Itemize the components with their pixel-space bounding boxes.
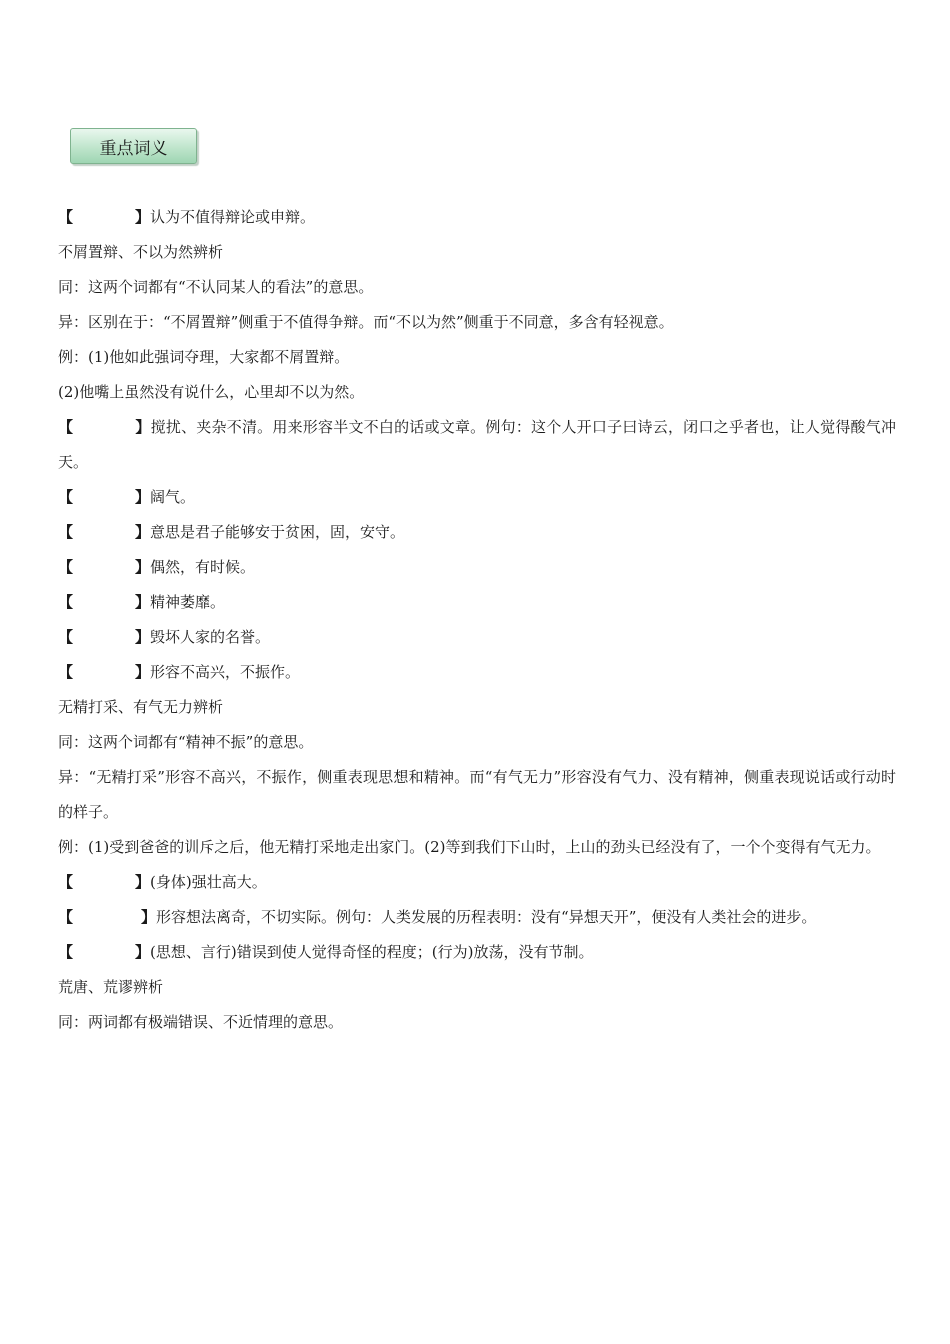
open-bracket: 【 [58,628,74,646]
text-line: (2)他嘴上虽然没有说什么，心里却不以为然。 [58,383,365,401]
definition-text: 毁坏人家的名誉。 [150,628,271,646]
close-bracket: 】 [135,558,151,576]
section-title-badge [70,128,197,164]
text-line: 荒唐、荒谬辨析 [58,978,164,996]
close-bracket: 】 [135,593,151,611]
definition-item [58,620,896,655]
definition-text: 形容想法离奇，不切实际。例句：人类发展的历程表明：没有“异想天开”，便没有人类社会的进步。 [156,908,817,926]
open-bracket: 【 [58,488,74,506]
definition-item [58,585,896,620]
close-bracket: 】 [135,873,151,891]
text-line: 不屑置辩、不以为然辨析 [58,243,224,261]
close-bracket: 】 [135,663,151,681]
text-line: 同：两词都有极端错误、不近情理的意思。 [58,1013,344,1031]
definition-item [58,410,896,480]
definition-item [58,655,896,690]
close-bracket: 】 [135,628,151,646]
text-line: 例：(1)他如此强词夺理，大家都不屑置辩。 [58,348,350,366]
open-bracket: 【 [58,873,74,891]
definition-text: (思想、言行)错误到使人觉得奇怪的程度；(行为)放荡，没有节制。 [150,943,594,961]
open-bracket: 【 [58,943,74,961]
definition-item [58,480,896,515]
open-bracket: 【 [58,908,74,926]
text-line: 异：“无精打采”形容不高兴，不振作，侧重表现思想和精神。而“有气无力”形容没有气力、没有精神，侧重表现说话或行动时的样子。 [58,768,896,821]
definition-item [58,515,896,550]
text-line: 同：这两个词都有“精神不振”的意思。 [58,733,314,751]
close-bracket: 】 [135,523,151,541]
close-bracket: 】 [135,488,151,506]
definition-item [58,900,896,935]
definition-text: 阔气。 [150,488,196,506]
text-line: 无精打采、有气无力辨析 [58,698,224,716]
definition-text: 精神萎靡。 [150,593,226,611]
section-title: 重点词义 [99,138,168,159]
close-bracket: 】 [135,208,151,226]
close-bracket: 】 [135,943,151,961]
text-line: 同：这两个词都有“不认同某人的看法”的意思。 [58,278,374,296]
definition-text: (身体)强壮高大。 [150,873,267,891]
definition-text: 认为不值得辩论或申辩。 [150,208,316,226]
open-bracket: 【 [58,558,74,576]
definition-item [58,935,896,970]
document-body [58,200,896,1040]
open-bracket: 【 [58,523,74,541]
definition-text: 偶然，有时候。 [150,558,256,576]
open-bracket: 【 [58,418,74,436]
definition-text: 意思是君子能够安于贫困，固，安守。 [150,523,406,541]
close-bracket: 】 [141,908,157,926]
open-bracket: 【 [58,663,74,681]
text-line: 异：区别在于：“不屑置辩”侧重于不值得争辩。而“不以为然”侧重于不同意，多含有轻视意。 [58,313,674,331]
definition-text: 搅扰、夹杂不清。用来形容半文不白的话或文章。例句：这个人开口子曰诗云，闭口之乎者也，让人觉得酸气冲天。 [58,418,896,471]
definition-text: 形容不高兴，不振作。 [150,663,301,681]
open-bracket: 【 [58,593,74,611]
definition-item [58,550,896,585]
definition-item [58,200,896,235]
text-line: 例：(1)受到爸爸的训斥之后，他无精打采地走出家门。(2)等到我们下山时，上山的劲头已经没有了，一个个变得有气无力。 [58,838,881,856]
definition-item [58,865,896,900]
open-bracket: 【 [58,208,74,226]
close-bracket: 】 [135,418,151,436]
